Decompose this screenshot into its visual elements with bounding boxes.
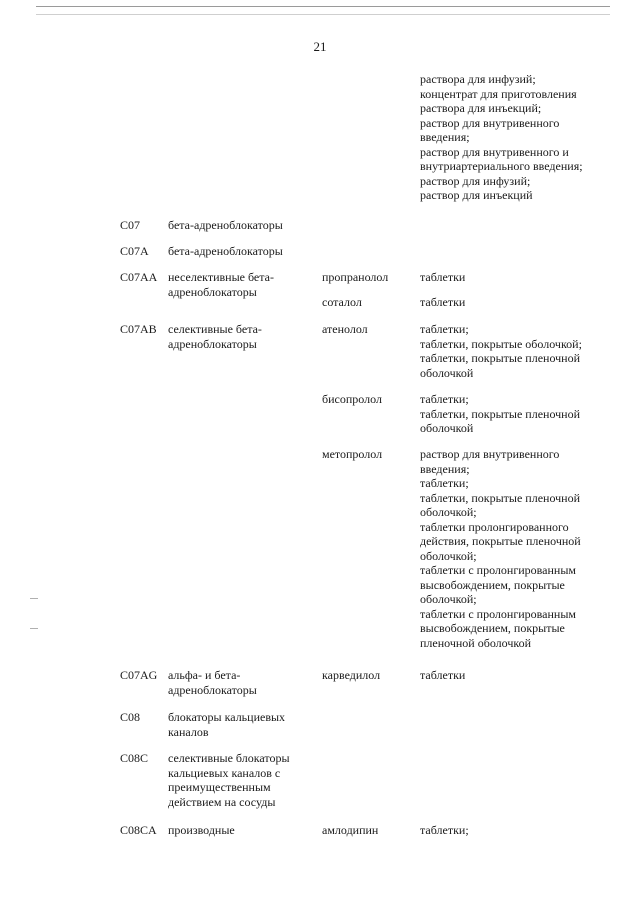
form-line: таблетки; [420, 392, 469, 406]
scan-top-edge [36, 6, 610, 7]
group-line: адреноблокаторы [168, 682, 257, 697]
drug-name: бисопролол [322, 392, 382, 406]
atc-code: C07AG [120, 668, 158, 682]
form-line: введения; [420, 461, 470, 476]
atc-code: C07AA [120, 270, 158, 284]
form-line: раствор для инфузий; [420, 173, 531, 188]
group-line: каналов [168, 724, 209, 739]
group-line: селективные блокаторы [168, 751, 290, 765]
atc-group [168, 751, 318, 809]
form-line: оболочкой; [420, 548, 477, 563]
group-line: кальциевых каналов с [168, 765, 281, 780]
form-line: раствор для инъекций [420, 188, 533, 202]
drug-forms [420, 823, 605, 838]
form-line: концентрат для приготовления [420, 86, 577, 101]
group-line: неселективные бета- [168, 270, 274, 284]
form-line: оболочкой [420, 421, 474, 435]
group-line: бета-адреноблокаторы [168, 218, 283, 232]
form-line: оболочкой; [420, 592, 477, 606]
form-line: таблетки, покрытые пленочной [420, 351, 581, 365]
atc-group [168, 322, 318, 351]
drug-forms [420, 392, 605, 436]
form-line: раствор для внутривенного и [420, 144, 569, 159]
form-line: введения; [420, 130, 470, 144]
form-line: таблетки [420, 270, 466, 284]
group-line: альфа- и бета- [168, 668, 241, 682]
drug-name: амлодипин [322, 823, 379, 837]
form-line: таблетки с пролонгированным [420, 563, 577, 577]
form-line: внутриартериального введения; [420, 159, 583, 173]
atc-group [168, 823, 318, 838]
group-line: действием на сосуды [168, 794, 276, 809]
drug-name: пропранолол [322, 270, 389, 284]
form-line: высвобождением, покрытые [420, 577, 565, 592]
form-line: раствор для внутривенного [420, 115, 560, 130]
scan-margin-mark [30, 598, 38, 599]
form-line: таблетки; [420, 823, 469, 837]
form-line: раствора для инъекций; [420, 101, 542, 115]
page-number: 21 [313, 39, 327, 54]
atc-code: C08 [120, 710, 141, 724]
group-line: адреноблокаторы [168, 336, 257, 351]
drug-name: соталол [322, 295, 362, 309]
drug-forms [420, 447, 605, 650]
atc-group [168, 218, 318, 233]
group-line: селективные бета- [168, 322, 262, 336]
form-line: пленочной оболочкой [420, 635, 532, 650]
form-line: действия, покрытые пленочной [420, 534, 581, 548]
scan-margin-mark [30, 628, 38, 629]
atc-code: C07AB [120, 322, 157, 336]
group-line: производные [168, 823, 235, 837]
atc-code: C07 [120, 218, 141, 232]
atc-group [168, 668, 318, 697]
form-line: таблетки; [420, 322, 469, 336]
atc-code: C07A [120, 244, 149, 258]
atc-group [168, 244, 318, 259]
form-line: таблетки, покрытые пленочной [420, 490, 581, 505]
form-line: таблетки с пролонгированным [420, 606, 577, 621]
scan-top-edge-faint [36, 14, 610, 15]
group-line: адреноблокаторы [168, 284, 257, 299]
atc-group [168, 270, 318, 299]
drug-forms [420, 322, 605, 380]
drug-forms [420, 668, 605, 683]
form-line: таблетки, покрытые пленочной [420, 406, 581, 421]
drug-name: атенолол [322, 322, 368, 336]
form-line: таблетки, покрытые оболочкой; [420, 336, 582, 351]
form-line: таблетки [420, 668, 466, 682]
form-line: раствор для внутривенного [420, 447, 560, 461]
drug-name: карведилол [322, 668, 381, 682]
form-line: таблетки; [420, 476, 469, 490]
drug-forms [420, 295, 605, 310]
group-line: бета-адреноблокаторы [168, 244, 283, 258]
form-line: раствора для инфузий; [420, 72, 536, 86]
continuation-forms [420, 72, 605, 203]
form-line: таблетки [420, 295, 466, 309]
group-line: преимущественным [168, 780, 271, 794]
form-line: оболочкой [420, 365, 474, 380]
group-line: блокаторы кальциевых [168, 710, 286, 724]
atc-code: C08C [120, 751, 149, 765]
form-line: высвобождением, покрытые [420, 621, 565, 635]
drug-forms [420, 270, 605, 285]
drug-name: метопролол [322, 447, 383, 461]
atc-group [168, 710, 318, 739]
atc-code: C08CA [120, 823, 157, 837]
form-line: таблетки пролонгированного [420, 519, 569, 534]
form-line: оболочкой; [420, 505, 477, 519]
